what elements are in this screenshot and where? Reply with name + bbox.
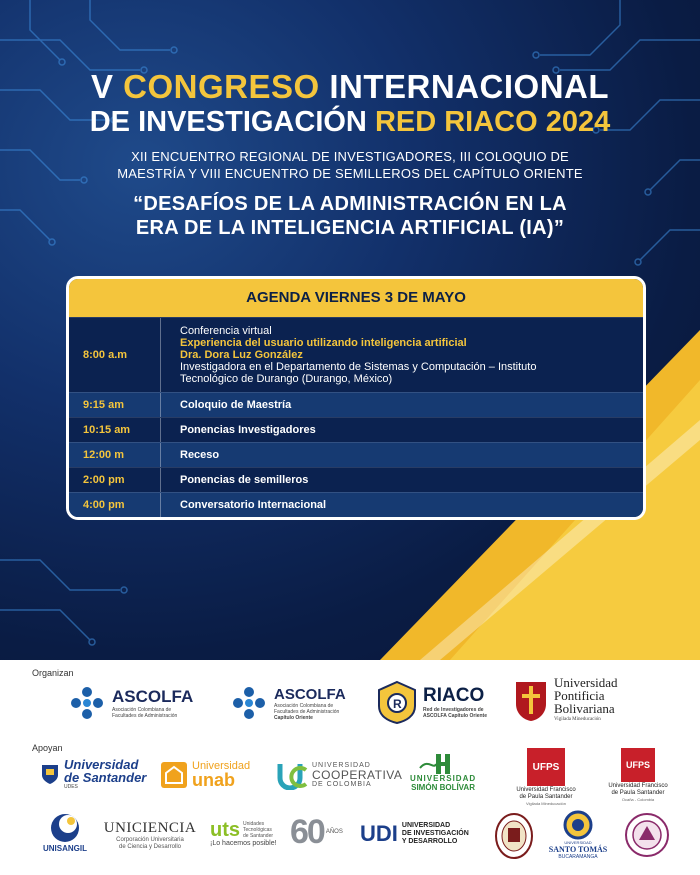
agenda-time: 9:15 am [69, 393, 161, 417]
ucc-line3: DE COLOMBIA [312, 781, 372, 788]
subtitle-line1: XII ENCUENTRO REGIONAL DE INVESTIGADORES, III COLOQUIO DE [131, 149, 569, 164]
usb-line1: UNIVERSIDAD [410, 774, 477, 783]
uts-logo [210, 820, 277, 847]
organizers-label: Organizan [32, 668, 74, 678]
ufps-tag: Vigilada Mineducación [526, 801, 566, 806]
agenda-time: 8:00 a.m [69, 318, 161, 392]
event-theme [70, 192, 630, 240]
upb-line2: Pontificia [554, 688, 605, 703]
sixty-years-logo [290, 815, 343, 849]
unab-logo [160, 760, 250, 789]
udes-crest-icon [40, 763, 60, 785]
agenda-row [69, 442, 643, 467]
agenda-row [69, 467, 643, 492]
agenda-activity: Ponencias Investigadores [180, 424, 316, 436]
speaker-affiliation-line1: Investigadora en el Departamento de Sistemas y Computación – Instituto [180, 361, 537, 373]
agenda-time: 2:00 pm [69, 468, 161, 492]
upb-line1: Universidad [554, 675, 618, 690]
santotomas-line3: BUCARAMANGA [558, 854, 598, 860]
university-seal-logo [494, 812, 534, 860]
session-type: Conferencia virtual [180, 325, 272, 337]
ascolfa2-sub2: Facultades de Administración [274, 708, 340, 715]
riaco-logo [376, 680, 487, 724]
ascolfa-logo [68, 684, 193, 722]
ascolfa-emblem-icon [230, 684, 268, 722]
riaco-sub1: Red de Investigadores de [423, 707, 484, 713]
ucc-line1: UNIVERSIDAD [312, 762, 371, 769]
sixty-word: AÑOS [325, 829, 343, 835]
santo-tomas-logo [548, 810, 608, 860]
uniciencia-line1: Corporación Universitaria [116, 837, 184, 843]
title-prefix: V [90, 68, 124, 105]
title-suffix: INTERNACIONAL [319, 68, 610, 105]
speaker-name: Dra. Dora Luz González [180, 349, 303, 361]
udes-logo [40, 758, 146, 790]
title-highlight-riaco: RED RIACO 2024 [374, 106, 611, 138]
agenda-row [69, 392, 643, 417]
santotomas-line2: SANTO TOMÁS [548, 845, 608, 854]
ascolfa2-sub1: Asociación Colombiana de [274, 702, 334, 709]
ucc-line2: COOPERATIVA [312, 768, 403, 782]
upb-tag: Vigilada Mineducación [554, 717, 601, 722]
ucc-logo [276, 760, 402, 790]
udes-line1: Universidad [64, 757, 139, 772]
riaco-shield-icon [376, 680, 418, 724]
usb-logo [410, 754, 476, 792]
agenda-time: 4:00 pm [69, 493, 161, 517]
udi-line3: Y DESARROLLO [401, 838, 458, 845]
agenda-time: 10:15 am [69, 418, 161, 442]
ucc-emblem-icon [276, 760, 308, 790]
unab-building-icon [160, 761, 188, 789]
unisangil-emblem-icon [48, 812, 82, 844]
udi-line1: UNIVERSIDAD [401, 822, 451, 829]
uts-line3: de Santander [243, 833, 274, 839]
agenda-row [69, 417, 643, 442]
university-seal-2-logo [624, 812, 670, 858]
sixty-number: 60 [290, 813, 324, 851]
ufps-badge: UFPS [527, 748, 565, 786]
ufps-ocana-line1: Universidad Francisco [608, 783, 668, 789]
theme-line1: “DESAFÍOS DE LA ADMINISTRACIÓN EN LA [133, 193, 567, 215]
congress-title-line1 [0, 68, 700, 106]
uniciencia-logo [104, 820, 196, 851]
udes-line2: de Santander [64, 770, 147, 785]
ascolfa-oriente-logo [230, 684, 346, 722]
ufps-line2: de Paula Santander [519, 794, 573, 800]
usb-line2: SIMÓN BOLÍVAR [411, 783, 475, 792]
riaco-name: RIACO [423, 685, 485, 706]
udi-line2: DE INVESTIGACIÓN [401, 830, 469, 837]
upb-line3: Bolivariana [554, 701, 615, 716]
ufps-line1: Universidad Francisco [516, 787, 576, 793]
title2-prefix: DE INVESTIGACIÓN [89, 106, 375, 138]
uts-line1: Unidades [243, 821, 265, 827]
agenda-table [66, 276, 646, 520]
ascolfa-sub1: Asociación Colombiana de [112, 707, 172, 713]
ascolfa-name: ASCOLFA [112, 687, 194, 706]
title-highlight-congreso: CONGRESO [123, 68, 320, 105]
congress-title-line2 [0, 106, 700, 139]
ufps-ocana-badge: UFPS [621, 748, 655, 782]
ufps-logo [506, 748, 586, 806]
udes-line3: UDES [64, 784, 78, 790]
riaco-sub2: ASCOLFA Capítulo Oriente [423, 713, 487, 719]
ascolfa-emblem-icon [68, 684, 106, 722]
unab-line1: Universidad [192, 760, 251, 772]
agenda-activity [161, 318, 643, 392]
speaker-affiliation-line2: Tecnológico de Durango (Durango, México) [180, 373, 393, 385]
unisangil-logo [30, 812, 100, 853]
agenda-row [69, 492, 643, 517]
theme-line2: ERA DE LA INTELIGENCIA ARTIFICIAL (IA)” [135, 217, 565, 239]
logos-section [0, 660, 700, 875]
usb-emblem-icon [418, 754, 468, 774]
uniciencia-line2: de Ciencia y Desarrollo [118, 844, 182, 850]
supporters-label: Apoyan [32, 743, 63, 753]
agenda-activity: Ponencias de semilleros [180, 474, 309, 486]
ascolfa2-sub3: Capítulo Oriente [274, 714, 313, 721]
santotomas-line1: UNIVERSIDAD [564, 840, 592, 845]
unisangil-name: UNISANGIL [43, 844, 87, 853]
agenda-heading: AGENDA VIERNES 3 DE MAYO [69, 279, 643, 317]
ascolfa-sub2: Facultades de Administración [112, 713, 178, 719]
ufps-ocana-tag: Ocaña - Colombia [621, 797, 655, 802]
udi-logo [360, 822, 469, 846]
agenda-activity: Coloquio de Maestría [180, 399, 292, 411]
agenda-row [69, 317, 643, 392]
uts-name: uts [210, 819, 240, 841]
ascolfa2-name: ASCOLFA [274, 685, 346, 703]
ufps-ocana-line2: de Paula Santander [611, 790, 665, 796]
ufps-ocana-logo [598, 748, 678, 802]
upb-logo [514, 676, 618, 723]
agenda-activity: Receso [180, 449, 220, 461]
session-title: Experiencia del usuario utilizando inteligencia artificial [180, 337, 467, 349]
upb-crest-icon [514, 678, 548, 722]
event-subtitle [60, 148, 640, 182]
udi-name: UDI [360, 821, 398, 846]
agenda-activity: Conversatorio Internacional [180, 499, 327, 511]
agenda-time: 12:00 m [69, 443, 161, 467]
university-seal-icon [494, 812, 534, 860]
uts-line2: Tecnológicas [243, 827, 272, 833]
svg-text:R: R [393, 697, 402, 711]
santo-tomas-emblem-icon [563, 810, 593, 840]
unab-line2: unab [192, 770, 235, 790]
subtitle-line2: MAESTRÍA Y VIII ENCUENTRO DE SEMILLEROS DEL CAPÍTULO ORIENTE [117, 166, 583, 181]
university-seal-2-icon [624, 812, 670, 858]
uts-slogan: ¡Lo hacemos posible! [210, 840, 277, 847]
uniciencia-name: UNICIENCIA [103, 820, 197, 836]
